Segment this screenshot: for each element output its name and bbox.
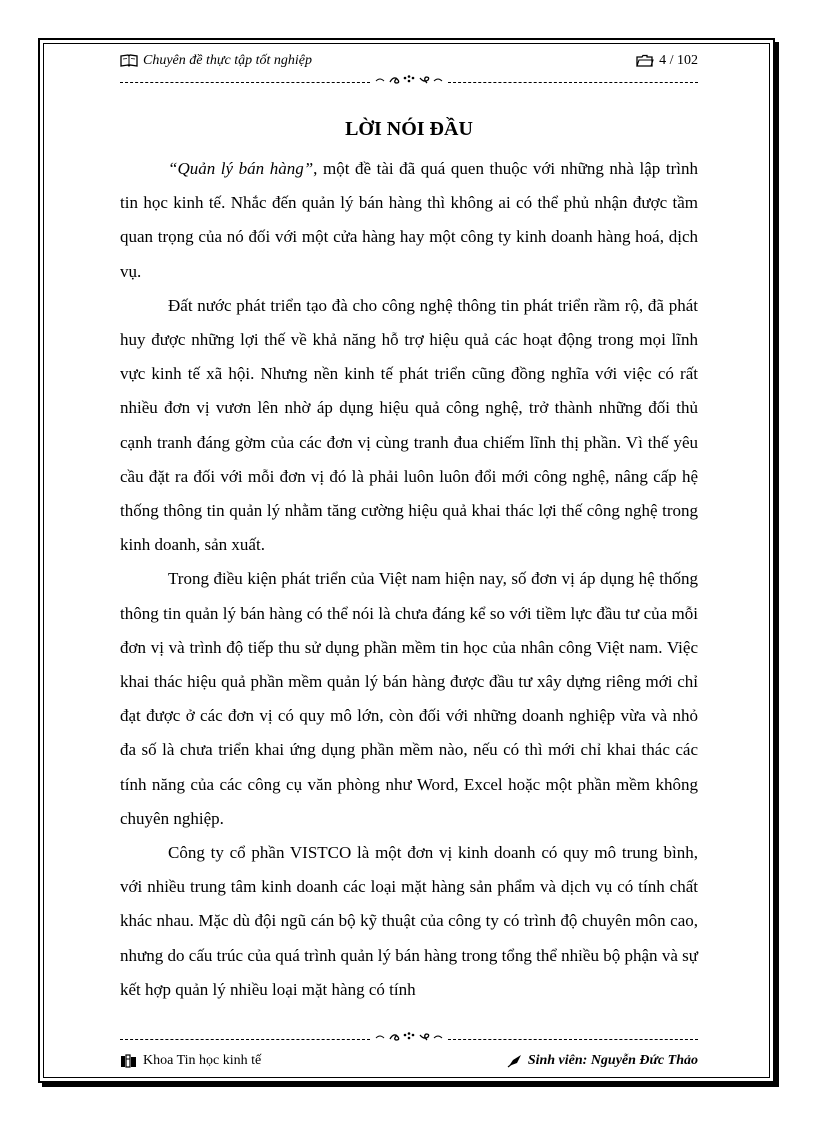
flourish-ornament-icon bbox=[374, 1030, 444, 1044]
footer-left bbox=[120, 1053, 261, 1069]
paragraph-1-emphasis: “Quản lý bán hàng” bbox=[168, 159, 314, 178]
page-footer bbox=[120, 1053, 698, 1075]
folder-icon bbox=[636, 54, 654, 68]
paragraph-4: Công ty cổ phần VISTCO là một đơn vị kinh doanh có quy mô trung bình, với nhiều trung tâm kinh doanh các loại mặt hàng sản phẩm và dịch vụ có tính chất khác nhau. Mặc dù đội ngũ cán bộ kỹ thuật của công ty có trình độ chuyên môn cao, nhưng do cấu trúc của quá trình quản lý bán hàng trong tổng thể nhiều bộ phận và sự kết hợp quản lý nhiều loại mặt hàng có tính bbox=[120, 843, 698, 999]
footer-right bbox=[507, 1053, 698, 1069]
paragraph-3: Trong điều kiện phát triển của Việt nam hiện nay, số đơn vị áp dụng hệ thống thông tin quản lý bán hàng có thể nói là chưa đáng kể so với tiềm lực đầu tư của mỗi đơn vị và trình độ tiếp thu sử dụng phần mềm tin học của nhân công Việt nam. Việc khai thác hiệu quả phần mềm quản lý bán hàng được đầu tư xây dựng riêng mới chỉ đạt được ở các đơn vị có quy mô lớn, còn đối với những doanh nghiệp vừa và nhỏ đa số là chưa triển khai ứng dụng phần mềm nào, nếu có thì mới chỉ khai thác các tính năng của các công cụ văn phòng như Word, Excel hoặc một phần mềm không chuyên nghiệp. bbox=[120, 569, 698, 828]
paragraph-1-text: , một đề tài đã quá quen thuộc với những nhà lập trình tin học kinh tế. Nhắc đến quản lý bán hàng thì không ai có thể phủ nhận được tầm quan trọng của nó đối với một cửa hàng hay một công ty kinh doanh hàng hoá, dịch vụ. bbox=[120, 159, 698, 281]
pen-nib-icon bbox=[507, 1054, 523, 1068]
header-divider-right bbox=[448, 82, 698, 83]
paragraph-1 bbox=[120, 152, 698, 289]
header-doc-title: Chuyên đề thực tập tốt nghiệp bbox=[143, 53, 312, 68]
header-left bbox=[120, 53, 312, 69]
open-book-icon bbox=[120, 54, 138, 68]
books-icon bbox=[120, 1054, 138, 1068]
flourish-ornament-icon bbox=[374, 73, 444, 87]
page-header bbox=[120, 53, 698, 75]
footer-divider-right bbox=[448, 1039, 698, 1040]
paragraph-2: Đất nước phát triển tạo đà cho công nghệ thông tin phát triển rầm rộ, đã phát huy được những lợi thế về khả năng hỗ trợ hiệu quả các hoạt động trong mọi lĩnh vực kinh tế xã hội. Nhưng nền kinh tế phát triển cũng đồng nghĩa với việc có rất nhiều đơn vị vươn lên nhờ áp dụng hiệu quả công nghệ, trở thành những đối thủ cạnh tranh đáng gờm của các đơn vị cùng tranh đua chiếm lĩnh thị phần. Vì thế yêu cầu đặt ra đối với mỗi đơn vị đó là phải luôn luôn đổi mới công nghệ, nâng cấp hệ thống thông tin quản lý nhằm tăng cường hiệu quả khai thác lợi thế công nghệ trong kinh doanh, sản xuất. bbox=[120, 295, 698, 555]
footer-divider-left bbox=[120, 1039, 370, 1040]
header-divider-left bbox=[120, 82, 370, 83]
header-page-number: 4 / 102 bbox=[659, 53, 698, 68]
header-right bbox=[636, 53, 698, 69]
header-divider bbox=[120, 77, 698, 89]
body-text bbox=[120, 152, 698, 1007]
page-title: LỜI NÓI ĐẦU bbox=[345, 118, 473, 140]
footer-divider bbox=[120, 1034, 698, 1046]
footer-student: Sinh viên: Nguyễn Đức Thảo bbox=[527, 1053, 698, 1068]
footer-faculty: Khoa Tin học kinh tế bbox=[143, 1053, 262, 1068]
